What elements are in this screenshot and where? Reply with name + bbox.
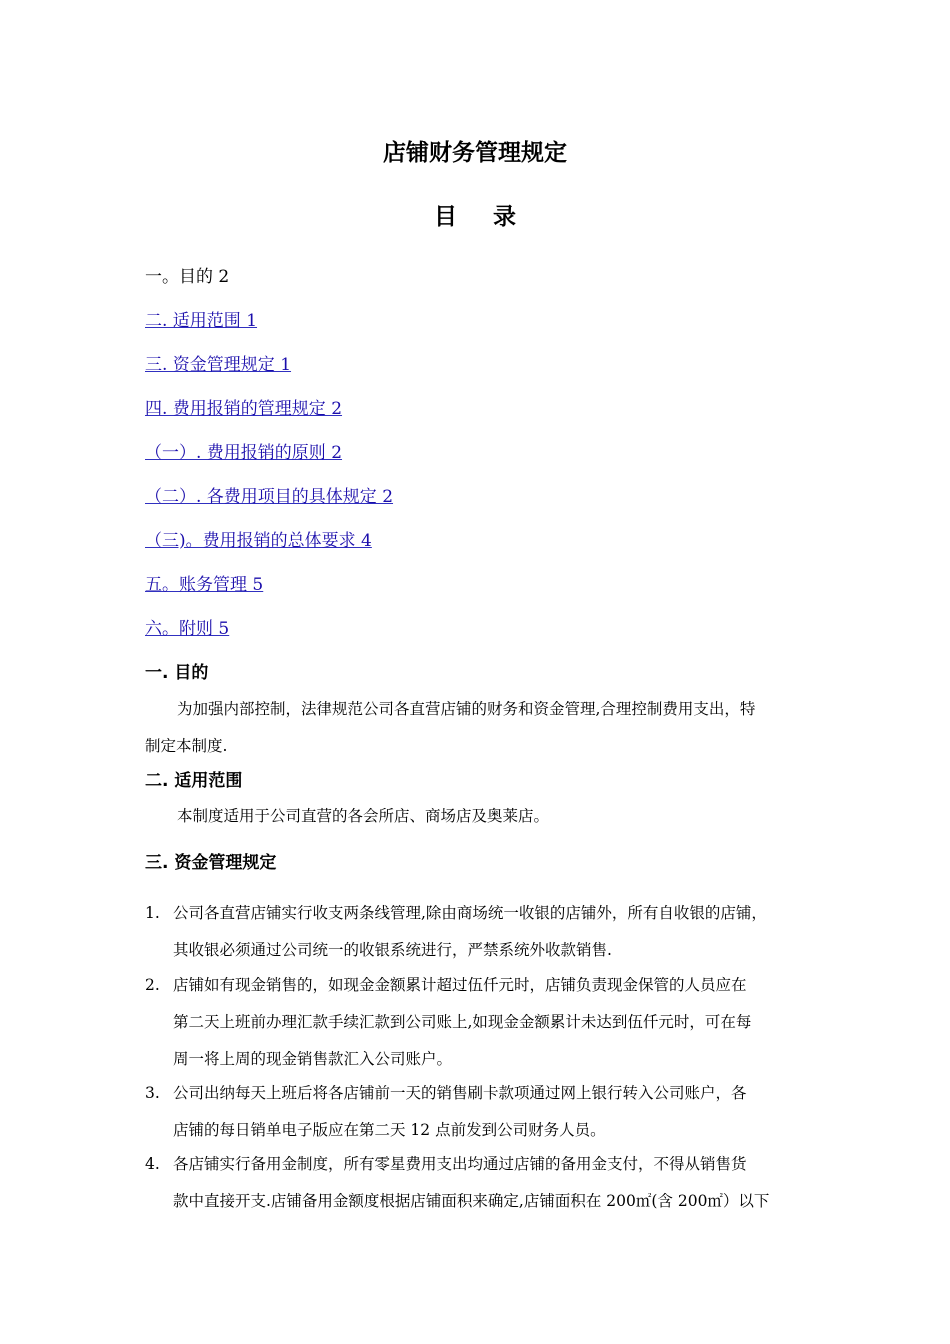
- toc-link-expense-requirements[interactable]: （三)。费用报销的总体要求 4: [145, 531, 372, 551]
- list-number: 3.: [145, 1084, 160, 1102]
- toc-link-accounts[interactable]: 五。账务管理 5: [145, 575, 264, 595]
- toc-link-appendix[interactable]: 六。附则 5: [145, 619, 230, 639]
- toc-link-scope[interactable]: 二. 适用范围 1: [145, 311, 258, 331]
- toc-link-expense-principles[interactable]: （一）. 费用报销的原则 2: [145, 443, 343, 463]
- list-item-line: 店铺的每日销单电子版应在第二天 12 点前发到公司财务人员。: [173, 1121, 606, 1139]
- purpose-line-1: 为加强内部控制，法律规范公司各直营店铺的财务和资金管理,合理控制费用支出，特: [177, 700, 756, 718]
- list-item-line: 其收银必须通过公司统一的收银系统进行，严禁系统外收款销售.: [173, 941, 612, 959]
- list-number: 1.: [145, 904, 160, 922]
- list-item-line: 公司各直营店铺实行收支两条线管理,除由商场统一收银的店铺外，所有自收银的店铺，: [173, 904, 767, 922]
- purpose-line-2: 制定本制度.: [145, 737, 228, 755]
- list-number: 4.: [145, 1155, 160, 1173]
- list-item-line: 各店铺实行备用金制度，所有零星费用支出均通过店铺的备用金支付，不得从销售货: [173, 1155, 747, 1173]
- list-item-line: 店铺如有现金销售的，如现金金额累计超过伍仟元时，店铺负责现金保管的人员应在: [173, 976, 747, 994]
- document-title: 店铺财务管理规定: [383, 140, 567, 166]
- section-heading-funds: 三. 资金管理规定: [145, 853, 277, 873]
- list-item-line: 周一将上周的现金销售款汇入公司账户。: [173, 1050, 453, 1068]
- toc-link-expense-items[interactable]: （二）. 各费用项目的具体规定 2: [145, 487, 394, 507]
- section-heading-scope: 二. 适用范围: [145, 771, 243, 791]
- list-number: 2.: [145, 976, 160, 994]
- toc-link-funds[interactable]: 三. 资金管理规定 1: [145, 355, 292, 375]
- scope-line-1: 本制度适用于公司直营的各会所店、商场店及奥莱店。: [177, 807, 550, 825]
- list-item-line: 款中直接开支.店铺备用金额度根据店铺面积来确定,店铺面积在 200㎡(含 200㎡）以下: [173, 1192, 770, 1210]
- toc-item-purpose: 一。目的 2: [145, 267, 230, 287]
- toc-title: 目 录: [433, 204, 530, 230]
- toc-link-expense[interactable]: 四. 费用报销的管理规定 2: [145, 399, 343, 419]
- list-item-line: 第二天上班前办理汇款手续汇款到公司账上,如现金金额累计未达到伍仟元时，可在每: [173, 1013, 752, 1031]
- list-item-line: 公司出纳每天上班后将各店铺前一天的销售刷卡款项通过网上银行转入公司账户，各: [173, 1084, 747, 1102]
- section-heading-purpose: 一. 目的: [145, 663, 209, 683]
